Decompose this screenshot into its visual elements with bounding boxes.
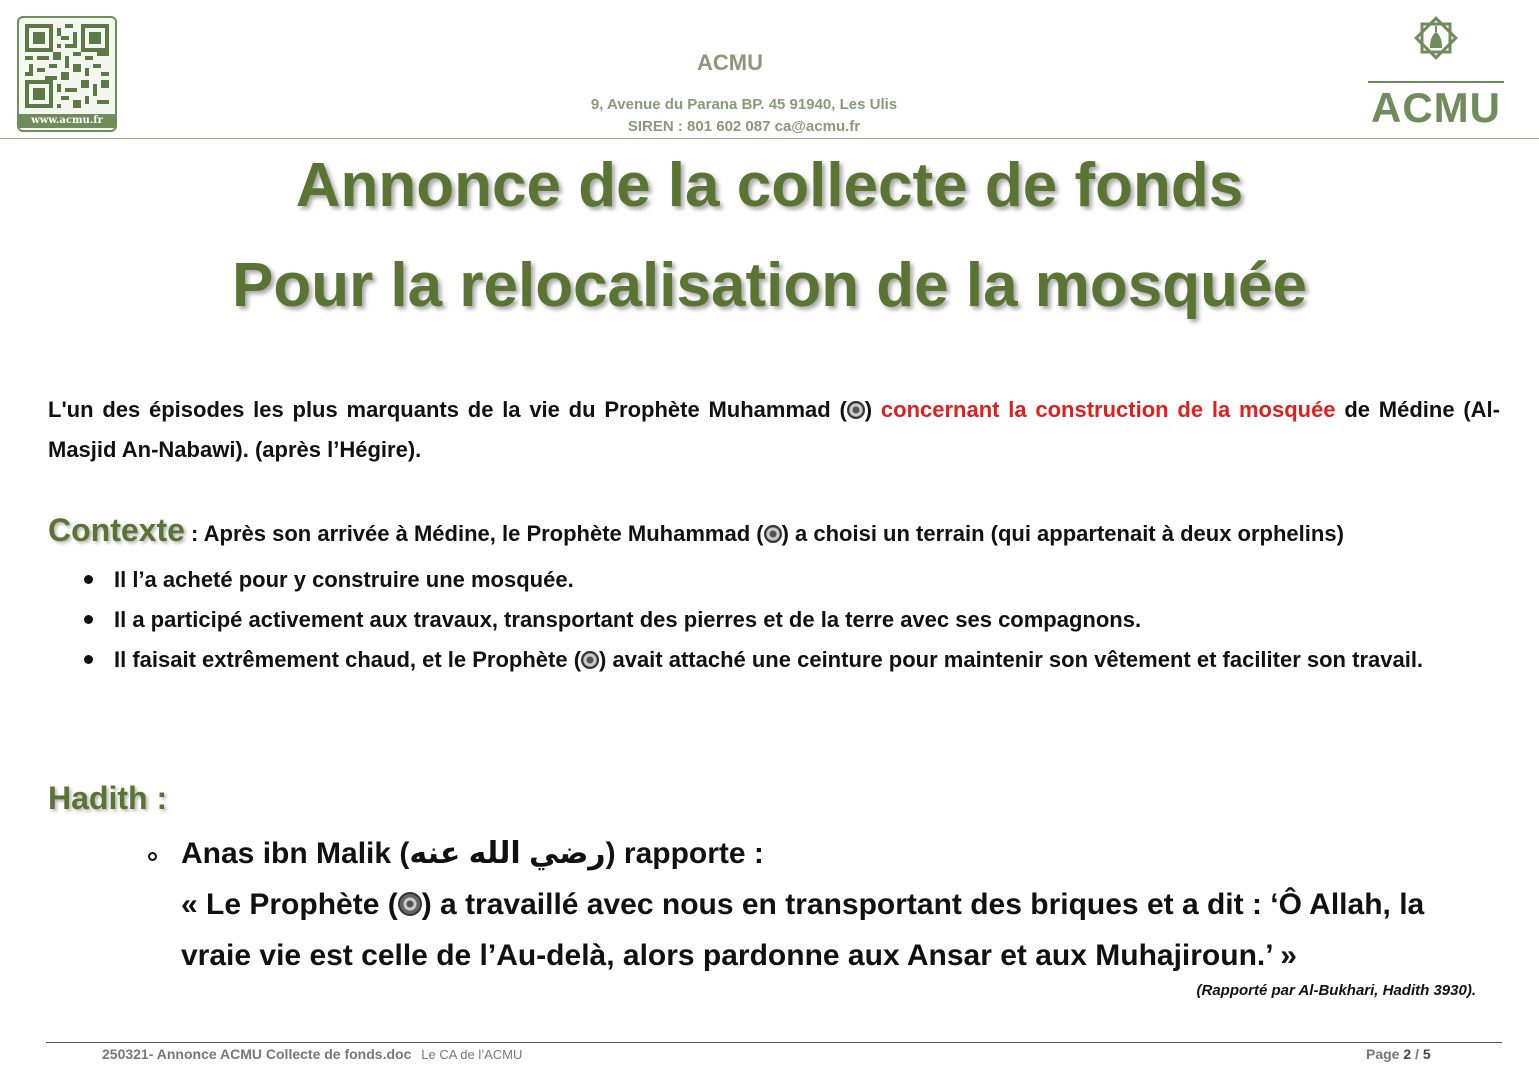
salawat-icon [398, 892, 422, 916]
contexte-paragraph [48, 512, 1508, 549]
contexte-bullet-list [80, 560, 1500, 680]
salawat-icon [764, 525, 782, 543]
bullet-text-rest: ) avait attaché une ceinture pour maintenir son vêtement et faciliter son travail. [599, 647, 1424, 672]
bullet-text: Il faisait extrêmement chaud, et le Prophète ( [114, 647, 582, 672]
footer-doc-name: 250321- Annonce ACMU Collecte de fonds.doc [102, 1046, 412, 1062]
hadith-quote [181, 879, 1498, 981]
quote-text-2: ) a travaillé avec nous en transportant des briques et a dit : ‘Ô Allah, la vraie vie est celle de l’Au-delà, alors pardonne aux Ansar et aux Muhajiroun.’ » [181, 888, 1425, 972]
page-header [0, 0, 1539, 140]
contexte-text-1: : Après son arrivée à Médine, le Prophète Muhammad ( [184, 521, 764, 546]
page-total: 5 [1422, 1046, 1431, 1062]
footer-document-name [102, 1046, 522, 1062]
hadith-block [148, 828, 1498, 981]
page-separator: / [1411, 1046, 1423, 1062]
intro-highlight: concernant la construction de la mosquée [880, 397, 1336, 422]
footer-divider [46, 1042, 1502, 1043]
hadith-source: (Rapporté par Al-Bukhari, Hadith 3930). [1196, 982, 1476, 999]
narrator-text-1: Anas ibn Malik ( [181, 837, 410, 870]
bullet-dot-icon [84, 615, 93, 624]
title-line-2: Pour la relocalisation de la mosquée [231, 251, 1307, 320]
header-divider [0, 138, 1539, 139]
bullet-text: Il l’a acheté pour y construire une mosquée. [114, 567, 574, 592]
hadith-text [181, 828, 1498, 981]
salawat-icon [581, 651, 599, 669]
hadith-narrator [181, 828, 1498, 879]
contexte-heading: Contexte [48, 512, 185, 548]
narrator-text-2: ) rapporte : [605, 837, 764, 870]
mosque-emblem-icon [1412, 14, 1460, 64]
organization-address: 9, Avenue du Parana BP. 45 91940, Les Ulis [590, 96, 898, 113]
organization-siren: SIREN : 801 602 087 ca@acmu.fr [627, 118, 861, 135]
footer-author: Le CA de l’ACMU [421, 1047, 523, 1062]
logo-text: ACMU [1371, 84, 1501, 131]
contexte-text-2: ) a choisi un terrain (qui appartenait à deux orphelins) [781, 521, 1344, 546]
organization-name: ACMU [697, 50, 763, 75]
narrator-arabic: رضي الله عنه [409, 837, 606, 870]
intro-text-1: L'un des épisodes les plus marquants de la vie du Prophète Muhammad ( [48, 397, 847, 422]
hollow-bullet-icon [148, 852, 157, 861]
acmu-logo [1366, 14, 1506, 131]
intro-text-2: ) [864, 397, 873, 422]
bullet-dot-icon [84, 575, 93, 584]
logo-divider [1368, 81, 1504, 83]
page-label: Page [1366, 1046, 1400, 1062]
quote-text-1: « Le Prophète ( [181, 888, 398, 921]
hadith-heading: Hadith : [48, 780, 168, 816]
salawat-icon [847, 401, 865, 419]
intro-text-3: de Médine (Al-Masjid An-Nabawi). (après l’Hégire). [48, 397, 1500, 462]
title-line-1: Annonce de la collecte de fonds [295, 151, 1244, 220]
intro-paragraph [48, 390, 1500, 470]
bullet-dot-icon [84, 655, 93, 664]
bullet-text: Il a participé activement aux travaux, transportant des pierres et de la terre avec ses compagnons. [114, 607, 1142, 632]
footer-page-number [1366, 1046, 1431, 1062]
qr-caption: www.acmu.fr [19, 114, 115, 128]
list-item [80, 560, 1500, 600]
page-current: 2 [1403, 1046, 1412, 1062]
list-item [80, 640, 1500, 680]
list-item [80, 600, 1500, 640]
